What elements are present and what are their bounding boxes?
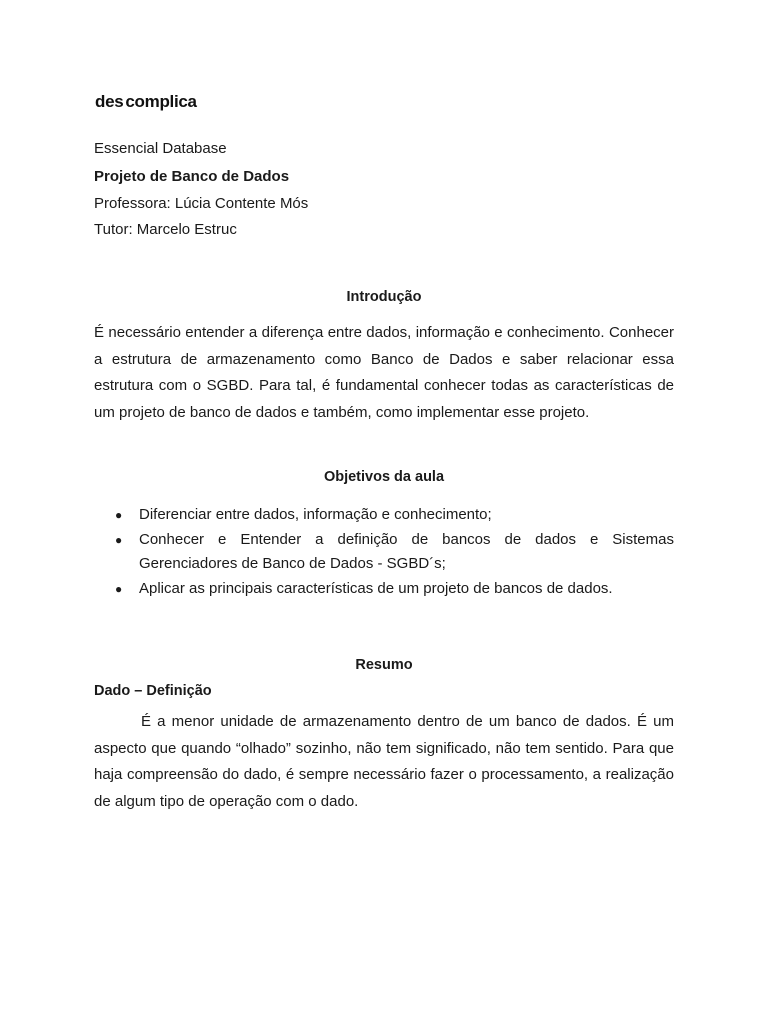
logo-badge: des (95, 92, 124, 111)
course-name: Essencial Database (94, 140, 227, 157)
bullet-icon: ● (115, 508, 123, 522)
intro-heading: Introdução (346, 289, 422, 305)
objectives-list (94, 503, 674, 601)
list-item (94, 503, 674, 528)
descomplica-logo (94, 88, 197, 116)
objective-text: Conhecer e Entender a definição de bancos de dados e Sistemas Gerenciadores de Banco de Dados - SGBD´s; (139, 530, 674, 572)
document-title: Projeto de Banco de Dados (94, 168, 290, 185)
intro-paragraph: É necessário entender a diferença entre dados, informação e conhecimento. Conhecer a estrutura de armazenamento como Banco de Dados e saber relacionar essa estrutura com o SGBD. Para tal, é fundamental conhecer todas as características de um projeto de banco de dados e também, como implementar esse projeto. (94, 324, 674, 421)
objective-text: Diferenciar entre dados, informação e conhecimento; (139, 506, 492, 523)
bullet-icon: ● (115, 581, 123, 596)
summary-paragraph: É a menor unidade de armazenamento dentro de um banco de dados. É um aspecto que quando “olhado” sozinho, não tem significado, não tem sentido. Para que haja compreensão do dado, é sempre necessário fazer o processamento, a realização de algum tipo de operação com o dado. (94, 713, 674, 810)
tutor-line: Tutor: Marcelo Estruc (94, 221, 237, 238)
objective-text: Aplicar as principais características de um projeto de bancos de dados. (139, 579, 613, 597)
professor-line: Professora: Lúcia Contente Mós (94, 195, 309, 212)
objectives-heading: Objetivos da aula (323, 469, 445, 485)
bullet-icon: ● (115, 532, 123, 547)
logo-wordmark: complica (125, 92, 197, 111)
list-item (94, 577, 674, 602)
definition-subheading: Dado – Definição (94, 683, 212, 699)
list-item (94, 528, 674, 577)
summary-heading: Resumo (355, 657, 413, 673)
